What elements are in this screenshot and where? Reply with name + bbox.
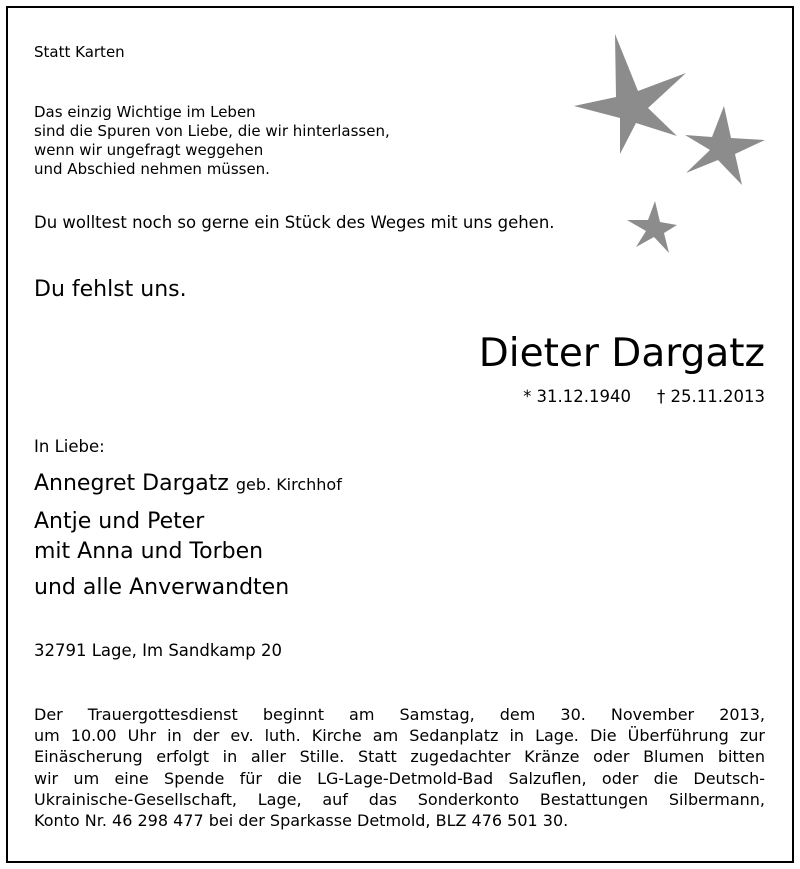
poem-line: Das einzig Wichtige im Leben	[34, 103, 256, 121]
poem-line: und Abschied nehmen müssen.	[34, 160, 270, 178]
quote: Du wolltest noch so gerne ein Stück des Weges mit uns gehen.	[34, 213, 555, 232]
service-line: Ukrainische-Gesellschaft, Lage, auf das Sonderkonto Bestattungen Silbermann,	[34, 789, 765, 809]
star-medium-icon	[685, 106, 765, 185]
star-small-icon	[627, 201, 677, 253]
star-large-icon	[574, 34, 686, 154]
service-line: Der Trauergottesdienst beginnt am Samstag, dem 30. November 2013,	[34, 705, 765, 724]
service-line: Konto Nr. 46 298 477 bei der Sparkasse Detmold, BLZ 476 501 30.	[34, 811, 569, 831]
relatives-line: und alle Anverwandten	[34, 575, 290, 600]
poem-line: sind die Spuren von Liebe, die wir hinterlassen,	[34, 122, 390, 140]
address: 32791 Lage, Im Sandkamp 20	[34, 641, 283, 660]
service-line: wir um eine Spende für die LG-Lage-Detmold-Bad Salzuflen, oder die Deutsch-	[34, 768, 765, 788]
life-dates	[523, 387, 765, 407]
service-line: Einäscherung erfolgt in aller Stille. Statt zugedachter Kränze oder Blumen bitten	[34, 747, 765, 767]
statt-karten-label: Statt Karten	[34, 43, 125, 61]
spouse-line	[34, 470, 342, 499]
grandchildren-line: mit Anna und Torben	[34, 539, 264, 564]
spouse-birth-name: geb. Kirchhof	[235, 475, 342, 494]
children-line: Antje und Peter	[34, 509, 205, 534]
poem-line: wenn wir ungefragt weggehen	[34, 141, 264, 159]
stars-decoration	[560, 28, 780, 268]
service-line: um 10.00 Uhr in der ev. luth. Kirche am Sedanplatz in Lage. Die Überführung zur	[34, 726, 765, 746]
missing-line: Du fehlst uns.	[34, 277, 187, 302]
deceased-name: Dieter Dargatz	[478, 331, 765, 376]
death-date: † 25.11.2013	[657, 387, 765, 406]
birth-date: * 31.12.1940	[523, 387, 632, 406]
poem	[34, 103, 390, 179]
service-notice	[34, 704, 765, 831]
spouse-name: Annegret Dargatz	[34, 471, 229, 496]
mourners-intro: In Liebe:	[34, 437, 105, 456]
